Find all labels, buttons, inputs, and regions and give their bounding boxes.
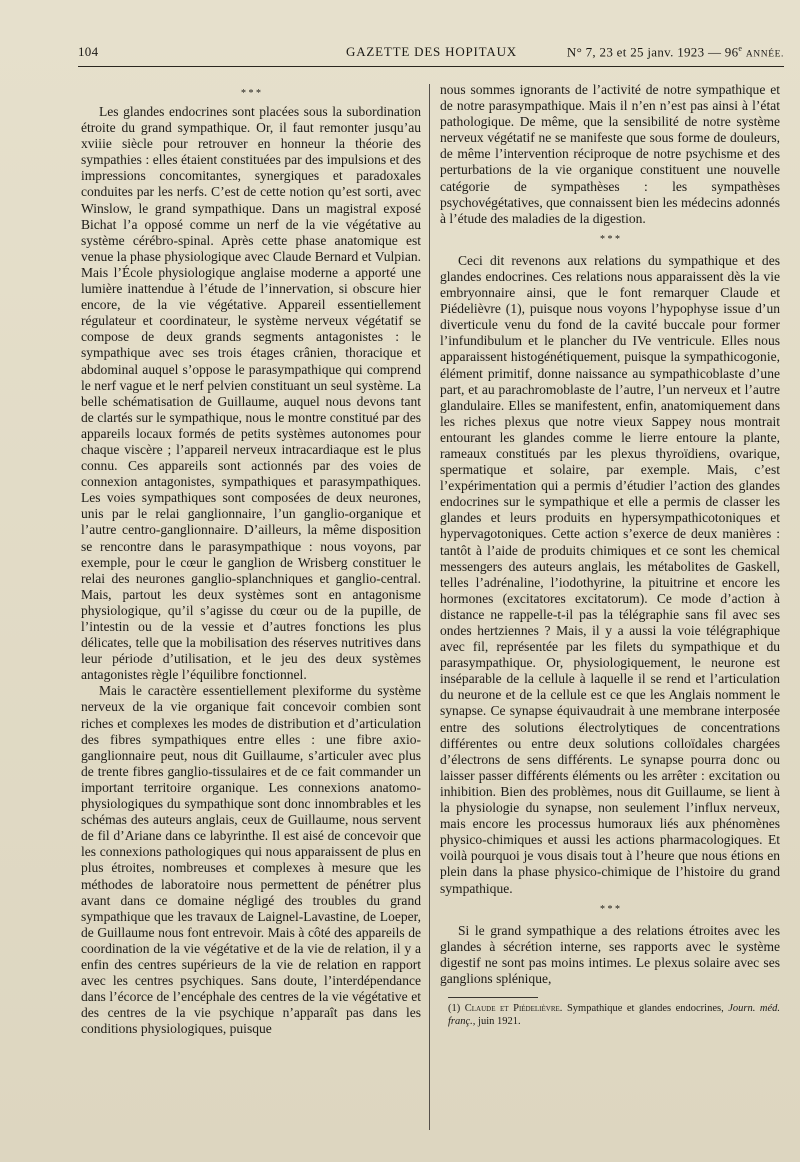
- page-number: 104: [78, 44, 99, 59]
- section-separator: * * *: [600, 234, 620, 246]
- right-column: [440, 82, 780, 1028]
- column-divider: [429, 84, 430, 1130]
- footnote-rule: [448, 997, 538, 998]
- footnote-date: juin 1921.: [478, 1015, 521, 1027]
- paragraph: nous sommes ignorants de l’activité de notre sympathique et de notre parasympathique. Mais il n’en n’est pas ainsi à l’état pathologique. De même, que la sensibilité de notre système nerveux végétatif ne se manifeste que sous forme de douleurs, de même l’intervention réciproque de notre psychisme et des perturbations de la vie organique constituent une nouvelle catégorie de sympathèses : les sympathèses psychovégétatives, que connaissent bien les médecins adonnés à l’étude des maladies de la digestion.: [440, 82, 780, 226]
- paragraph: Les glandes endocrines sont placées sous la subordination étroite du grand sympathique. Or, il faut remonter jusqu’au xviiie siècle pour retrouver en honneur la théorie des sympathies : elles étaient constituées par des impulsions et des impressions concomitantes, synergiques et paradoxales conduites par les nerfs. C’est de cette notion qu’est sorti, avec Winslow, le grand sympathique. Dans un magistral exposé Bichat l’a opposé comme un nerf de la vie végétative au système cérébro-spinal. Après cette phase anatomique est venue la phase physiologique avec Claude Bernard et Vulpian. Mais l’École physiologique anglaise moderne a apporté une lumière inattendue à l’étude de l’innervation, si obscure hier encore, de la vie végétative. Appareil essentiellement régulateur et coordinateur, le système nerveux végétatif se compose de deux grands segments antagonistes : le sympathique avec ses trois étages crânien, thoracique et abdominal auquel s’oppose le parasympathique qui comprend le nerf vague et le nerf pelvien constituant un seul système. La belle schématisation de Guillaume, auquel nous devons tant de clartés sur le sympathique, nous le montre constitué par des appareils locaux formés de petits systèmes autonomes pour chaque viscère ; l’appareil nerveux intracardiaque est le plus connu. Ces appareils sont actionnés par des voies de connexion antagonistes, sympathiques et parasympathiques. Les voies sympathiques sont composées de deux neurones, unis par le relai ganglionnaire, l’un ganglio-organique et l’autre centro-ganglionnaire. D’ailleurs, la même disposition se rencontre dans le parasympathique : nous voyons, par exemple, pour le cœur le ganglion de Wrisberg constituer le relai des neurones ganglio-splanchniques et ganglio-central. Mais, partout les deux systèmes sont en antagonisme physiologique, qu’il s’agisse du cœur ou de la pupille, de l’intestin ou de la vessie et d’autres fonctions les plus délicates, telle que la mobilisation des réserves nutritives dans leur période d’utilisation, et le jeu des deux systèmes antagonistes règle l’équilibre fonctionnel.: [81, 104, 421, 683]
- running-header: [78, 44, 784, 64]
- footnote-authors: Claude et Piédelièvre.: [464, 1002, 563, 1014]
- issue-superscript: e: [738, 44, 743, 53]
- left-column: [81, 82, 421, 1037]
- section-separator: * * *: [600, 904, 620, 916]
- paragraph: Mais le caractère essentiellement plexiforme du système nerveux de la vie organique fait concevoir combien sont riches et complexes les modes de distribution et d’articulation des fibres sympathiques entre elles : une fibre axio-ganglionnaire peut, nous dit Guillaume, s’articuler avec plus de trente fibres ganglio-tissulaires et de ce fait commander un important territoire organique. Les connexions anatomo-physiologiques du sympathique sont donc innombrables et les schémas des auteurs anglais, ceux de Guillaume, nous servent de fil d’Ariane dans ce labyrinthe. Il est aisé de concevoir que les connexions pathologiques qui nous apparaissent de plus en plus étroites, nombreuses et complexes à mesure que les méthodes de laboratoire nous permettent de pénétrer plus avant dans ce domaine négligé des troubles du grand sympathique que les travaux de Laignel-Lavastine, de Loeper, de Guillaume nous font entrevoir. Mais à côté des appareils de coordination de la vie végétative et de la vie de relation, il y a enfin des centres supérieurs de la vie de relation en rapport avec les centres psychiques. Sans doute, l’interdépendance dans l’écorce de l’encéphale des centres de la vie végétative et des centres de la vie psychique n’apparaît pas dans les conditions physiologiques, puisque: [81, 683, 421, 1037]
- paragraph: Si le grand sympathique a des relations étroites avec les glandes à sécrétion interne, ses rapports avec le système digestif ne sont pas moins intimes. Le plexus solaire avec ses ganglions splénique,: [440, 922, 780, 986]
- issue-info: [567, 44, 784, 60]
- footnote-marker: (1): [448, 1002, 461, 1014]
- section-separator: * * *: [241, 87, 261, 99]
- footnote-title: Sympathique et glandes endocrines,: [566, 1002, 724, 1014]
- issue-date: N° 7, 23 et 25 janv. 1923 — 96: [566, 44, 739, 60]
- issue-annee: ANNÉE.: [745, 49, 784, 60]
- header-rule: [78, 66, 784, 67]
- paragraph: Ceci dit revenons aux relations du sympathique et des glandes endocrines. Ces relations nous apparaissent dès la vie embryonnaire ainsi, que le font remarquer Claude et Piédelièvre (1), puisque nous voyons l’hypophyse issue d’un diverticule venu du fond de la cavité buccale pour former l’infundibulum et le plancher du IVe ventricule. Elles nous apparaissent histogénétiquement, puisque la sympathicogonie, élément primitif, donne naissance au sympathicoblaste d’une part, et au parachromoblaste de l’autre, l’un nerveux et l’autre glandulaire. Elles se manifestent, enfin, anatomiquement dans les riches plexus que notre vieux Sappey nous montrait entourant les glandes comme le lierre entoure la plante, rameaux constitués par les plexus thyroïdiens, ovarique, spermatique et solaire, par exemple. Mais, c’est l’expérimentation qui a permis d’étudier l’action des glandes endocrines sur le sympathique et elle a permis de classer les glandes et leurs produits en hypersympathicotoniques et hypervagotoniques. Cette action s’exerce de deux manières : tantôt à l’aide de produits chimiques et ce sont les chemical messengers des auteurs anglais, les métabolites de Gaskell, telles l’adrénaline, l’iodothyrine, la pituitrine et encore les hormones (excitatores excitatorum). Ce mode d’action à distance ne rappelle-t-il pas la télégraphie sans fil avec ses ondes hertziennes ? Mais, il y a aussi la voie télégraphique avec fil, représentée par les filets du sympathique et du parasympathique. Or, physiologiquement, le neurone est inséparable de la cellule à laquelle il se rend et l’articulation du neurone et de la cellule est ce que les Anglais nomment le synapse. Ce synapse équivaudrait à une membrane interposée entre des solutions électrolytiques de concentrations différentes ou entre deux solutions colloïdales chargées d’électrons de sens différents. Le synapse pourra donc ou laisser passer différents éléments ou les arrêter : excitation ou inhibition. Bien des problèmes, nous dit Guillaume, se lient à la physiologie du synapse, non seulement l’influx nerveux, mais encore les processus humoraux liés aux phénomènes physico-chimiques et aussi les actions pharmacologiques. Et voilà pourquoi je vous disais tout à l’heure que nous étions en plein dans la phase physico-chimique de l’histoire du grand sympathique.: [440, 252, 780, 896]
- footnote-journal: Journ. méd. franç.,: [448, 1002, 781, 1027]
- journal-title: GAZETTE DES HOPITAUX: [346, 44, 517, 59]
- footnote: [440, 1002, 780, 1028]
